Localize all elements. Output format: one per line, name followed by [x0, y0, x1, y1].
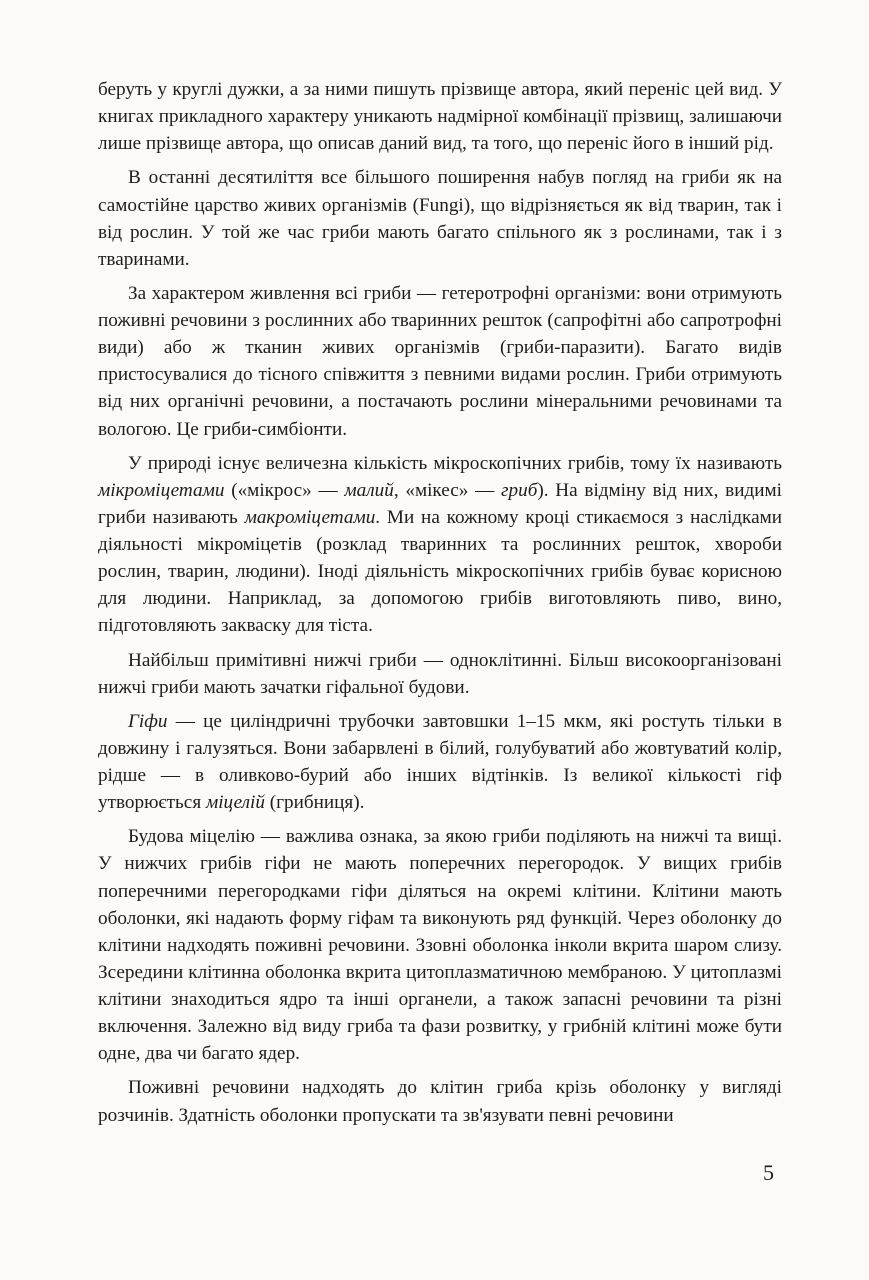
paragraph	[98, 823, 782, 1067]
paragraph-text: За характером живлення всі гриби — гетеротрофні організми: вони отримують поживні речовини з рослинних або тваринних решток (сапрофітні або сапротрофні види) або ж тканин живих організмів (гриби-паразити). Багато видів пристосувалися до тісного співжиття з певними видами рослин. Гриби отримують від них органічні речовини, а постачають рослини мінеральними речовинами та вологою. Це гриби-симбіонти.	[98, 282, 782, 440]
paragraph	[98, 708, 782, 817]
term-italic: малий	[344, 479, 394, 501]
page-number: 5	[763, 1160, 774, 1185]
paragraph	[98, 164, 782, 273]
term-italic: мікроміцетами	[98, 479, 225, 501]
term-italic: гриб	[501, 479, 538, 501]
paragraph	[98, 76, 782, 157]
paragraph-text: У природі існує величезна кількість мікроскопічних грибів, тому їх називають	[128, 452, 782, 474]
term-italic: Гіфи	[128, 710, 168, 732]
term-italic: міцелій	[205, 792, 265, 814]
paragraph-text: , «мікес» —	[393, 479, 502, 501]
paragraph-text: — це циліндричні трубочки завтовшки 1–15 мкм, які ростуть тільки в довжину і галузяться. Вони забарвлені в білий, голубуватий або жовтуватий колір, рідше — в оливково-бурий або інших відтінків. Із великої кількості гіф утворюється	[98, 710, 782, 814]
paragraph	[98, 280, 782, 443]
paragraph	[98, 647, 782, 701]
paragraph-text: Поживні речовини надходять до клітин гриба крізь оболонку у вигляді розчинів. Здатність оболонки пропускати та зв'язувати певні речовини	[98, 1077, 782, 1126]
term-italic: макроміцетами	[244, 506, 376, 528]
paragraph-text: беруть у круглі дужки, а за ними пишуть прізвище автора, який переніс цей вид. У книгах прикладного характеру уникають надмірної комбінації прізвищ, залишаючи лише прізвище автора, що описав даний вид, та того, що переніс його в інший рід.	[98, 79, 782, 155]
paragraph-text: Найбільш примітивні нижчі гриби — одноклітинні. Більш високоорганізовані нижчі гриби мають зачатки гіфальної будови.	[98, 649, 782, 698]
paragraph-text: ). На відміну від них, видимі гриби називають	[98, 479, 782, 528]
paragraph-text: . Ми на кожному кроці стикаємося з наслідками діяльності мікроміцетів (розклад тваринних та рослинних решток, хвороби рослин, тварин, людини). Іноді діяльність мікроскопічних грибів буває корисною для людини. Наприклад, за допомогою грибів виготовляють пиво, вино, підготовляють закваску для тіста.	[98, 506, 782, 637]
paragraph-text: Будова міцелію — важлива ознака, за якою гриби поділяють на нижчі та вищі. У нижчих грибів гіфи не мають поперечних перегородок. У вищих грибів поперечними перегородками гіфи діляться на окремі клітини. Клітини мають оболонки, які надають форму гіфам та виконують ряд функцій. Через оболонку до клітини надходять поживні речовини. Ззовні оболонка інколи вкрита шаром слизу. Зсередини клітинна оболонка вкрита цитоплазматичною мембраною. У цитоплазмі клітини знаходиться ядро та інші органели, а також запасні речовини та різні включення. Залежно від виду гриба та фази розвитку, у грибній клітині може бути одне, два чи багато ядер.	[98, 826, 782, 1065]
paragraph-text: («мікрос» —	[224, 479, 345, 501]
body-text	[98, 76, 782, 1136]
paragraph	[98, 1074, 782, 1128]
paragraph	[98, 450, 782, 640]
paragraph-text: В останні десятиліття все більшого поширення набув погляд на гриби як на самостійне царство живих організмів (Fungi), що відрізняється як від тварин, так і від рослин. У той же час гриби мають багато спільного як з рослинами, так і з тваринами.	[98, 167, 782, 270]
paragraph-text: (грибниця).	[264, 792, 365, 814]
